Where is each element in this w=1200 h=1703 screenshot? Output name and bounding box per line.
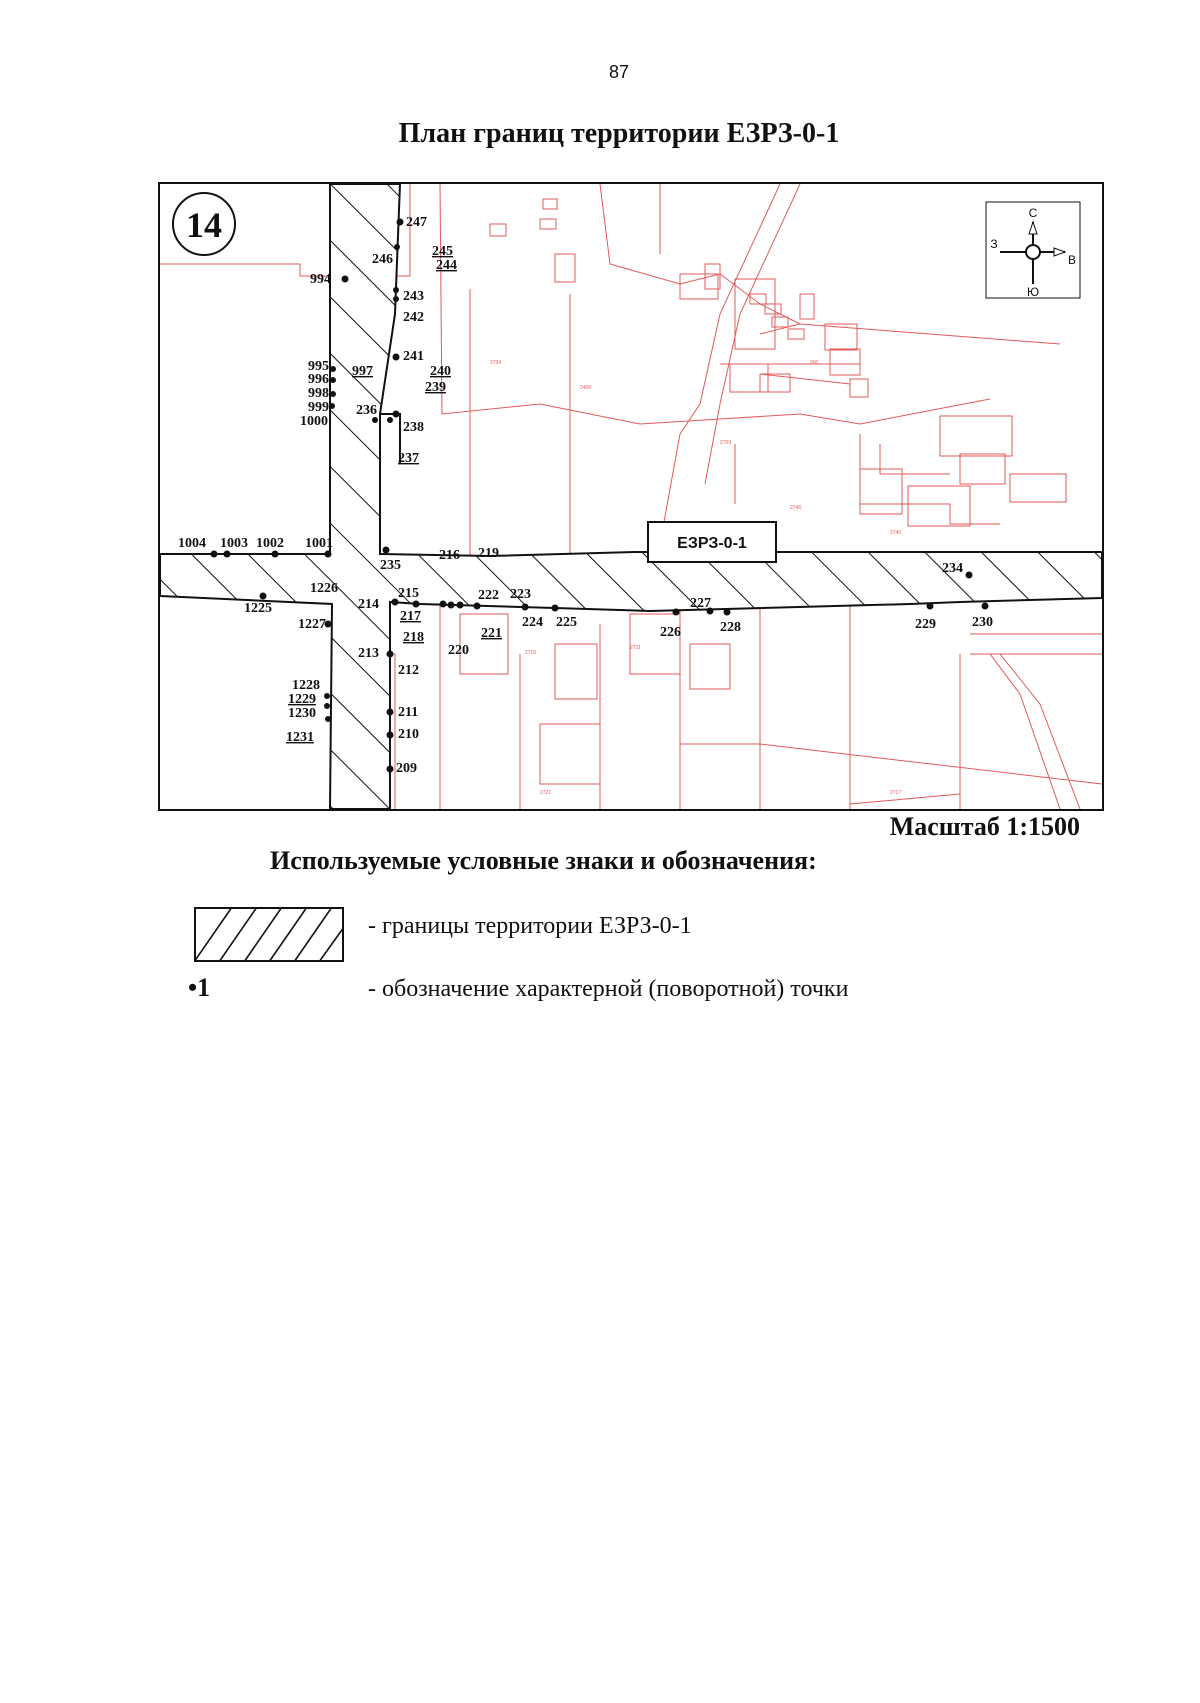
svg-text:2709: 2709 — [720, 440, 732, 446]
svg-text:218: 218 — [403, 630, 424, 645]
svg-text:1229: 1229 — [288, 692, 316, 707]
svg-text:213: 213 — [358, 646, 379, 661]
svg-text:222: 222 — [478, 588, 499, 603]
svg-text:245: 245 — [432, 244, 453, 259]
svg-text:Ю: Ю — [1026, 285, 1040, 299]
svg-text:210: 210 — [398, 727, 419, 742]
zone-label — [648, 522, 776, 562]
svg-text:1003: 1003 — [220, 536, 248, 551]
point-labels — [178, 215, 993, 776]
svg-text:2740: 2740 — [890, 530, 902, 536]
svg-text:239: 239 — [425, 380, 446, 395]
svg-text:220: 220 — [448, 643, 469, 658]
svg-text:1231: 1231 — [286, 730, 314, 745]
svg-text:219: 219 — [478, 546, 499, 561]
svg-text:214: 214 — [358, 597, 379, 612]
svg-text:212: 212 — [398, 663, 419, 678]
svg-text:14: 14 — [186, 205, 222, 245]
svg-text:244: 244 — [436, 258, 457, 273]
page-title: План границ территории ЕЗРЗ-0-1 — [398, 118, 840, 149]
svg-text:1002: 1002 — [256, 536, 284, 551]
svg-text:2746: 2746 — [790, 505, 802, 511]
svg-text:228: 228 — [720, 620, 741, 635]
svg-text:225: 225 — [556, 615, 577, 630]
svg-text:237: 237 — [398, 451, 419, 466]
svg-text:217: 217 — [400, 609, 421, 624]
map-canvas[interactable] — [160, 184, 1102, 809]
svg-text:1227: 1227 — [298, 617, 326, 632]
svg-text:240: 240 — [430, 364, 451, 379]
svg-text:1001: 1001 — [305, 536, 333, 551]
svg-text:900: 900 — [810, 360, 819, 366]
svg-text:243: 243 — [403, 289, 424, 304]
svg-text:2710: 2710 — [525, 650, 537, 656]
svg-text:2717: 2717 — [890, 790, 902, 796]
svg-text:1225: 1225 — [244, 601, 272, 616]
svg-text:999: 999 — [308, 400, 329, 415]
legend-item-point: - обозначение характерной (поворотной) точки — [368, 976, 849, 1002]
svg-text:242: 242 — [403, 310, 424, 325]
svg-text:221: 221 — [481, 626, 502, 641]
svg-text:1004: 1004 — [178, 536, 206, 551]
svg-text:236: 236 — [356, 403, 377, 418]
svg-text:З: З — [990, 237, 998, 251]
svg-text:235: 235 — [380, 558, 401, 573]
svg-text:997: 997 — [352, 364, 373, 379]
legend-item-boundary: - границы территории ЕЗРЗ-0-1 — [368, 913, 692, 939]
svg-text:226: 226 — [660, 625, 681, 640]
svg-text:В: В — [1067, 253, 1077, 267]
svg-text:209: 209 — [396, 761, 417, 776]
compass-icon — [986, 202, 1080, 299]
svg-text:1228: 1228 — [292, 678, 320, 693]
svg-text:2721: 2721 — [540, 790, 552, 796]
svg-text:2400: 2400 — [580, 385, 592, 391]
svg-text:998: 998 — [308, 386, 329, 401]
svg-text:246: 246 — [372, 252, 393, 267]
svg-text:215: 215 — [398, 586, 419, 601]
svg-text:1000: 1000 — [300, 414, 328, 429]
svg-text:241: 241 — [403, 349, 424, 364]
map-scale: Масштаб 1:1500 — [889, 812, 1080, 841]
legend-title: Используемые условные знаки и обозначения: — [270, 846, 817, 875]
svg-text:С: С — [1028, 206, 1038, 220]
svg-text:2734: 2734 — [490, 360, 502, 366]
sheet-number — [173, 193, 235, 255]
svg-text:996: 996 — [308, 372, 329, 387]
legend-point-symbol: •1 — [188, 973, 211, 1002]
legend-hatch-swatch — [194, 907, 344, 962]
svg-text:229: 229 — [915, 617, 936, 632]
svg-text:224: 224 — [522, 615, 543, 630]
svg-text:216: 216 — [439, 548, 460, 563]
svg-text:211: 211 — [398, 705, 419, 720]
svg-text:995: 995 — [308, 359, 329, 374]
svg-text:227: 227 — [690, 596, 711, 611]
page-number: 87 — [608, 62, 630, 82]
map-frame[interactable] — [158, 182, 1104, 811]
svg-text:1230: 1230 — [288, 706, 316, 721]
svg-text:234: 234 — [942, 561, 963, 576]
svg-text:2711: 2711 — [630, 645, 641, 651]
svg-text:247: 247 — [406, 215, 427, 230]
svg-text:1226: 1226 — [310, 581, 338, 596]
svg-text:994: 994 — [310, 272, 331, 287]
svg-text:230: 230 — [972, 615, 993, 630]
svg-text:ЕЗРЗ-0-1: ЕЗРЗ-0-1 — [677, 535, 747, 552]
svg-text:223: 223 — [510, 587, 531, 602]
svg-text:238: 238 — [403, 420, 424, 435]
